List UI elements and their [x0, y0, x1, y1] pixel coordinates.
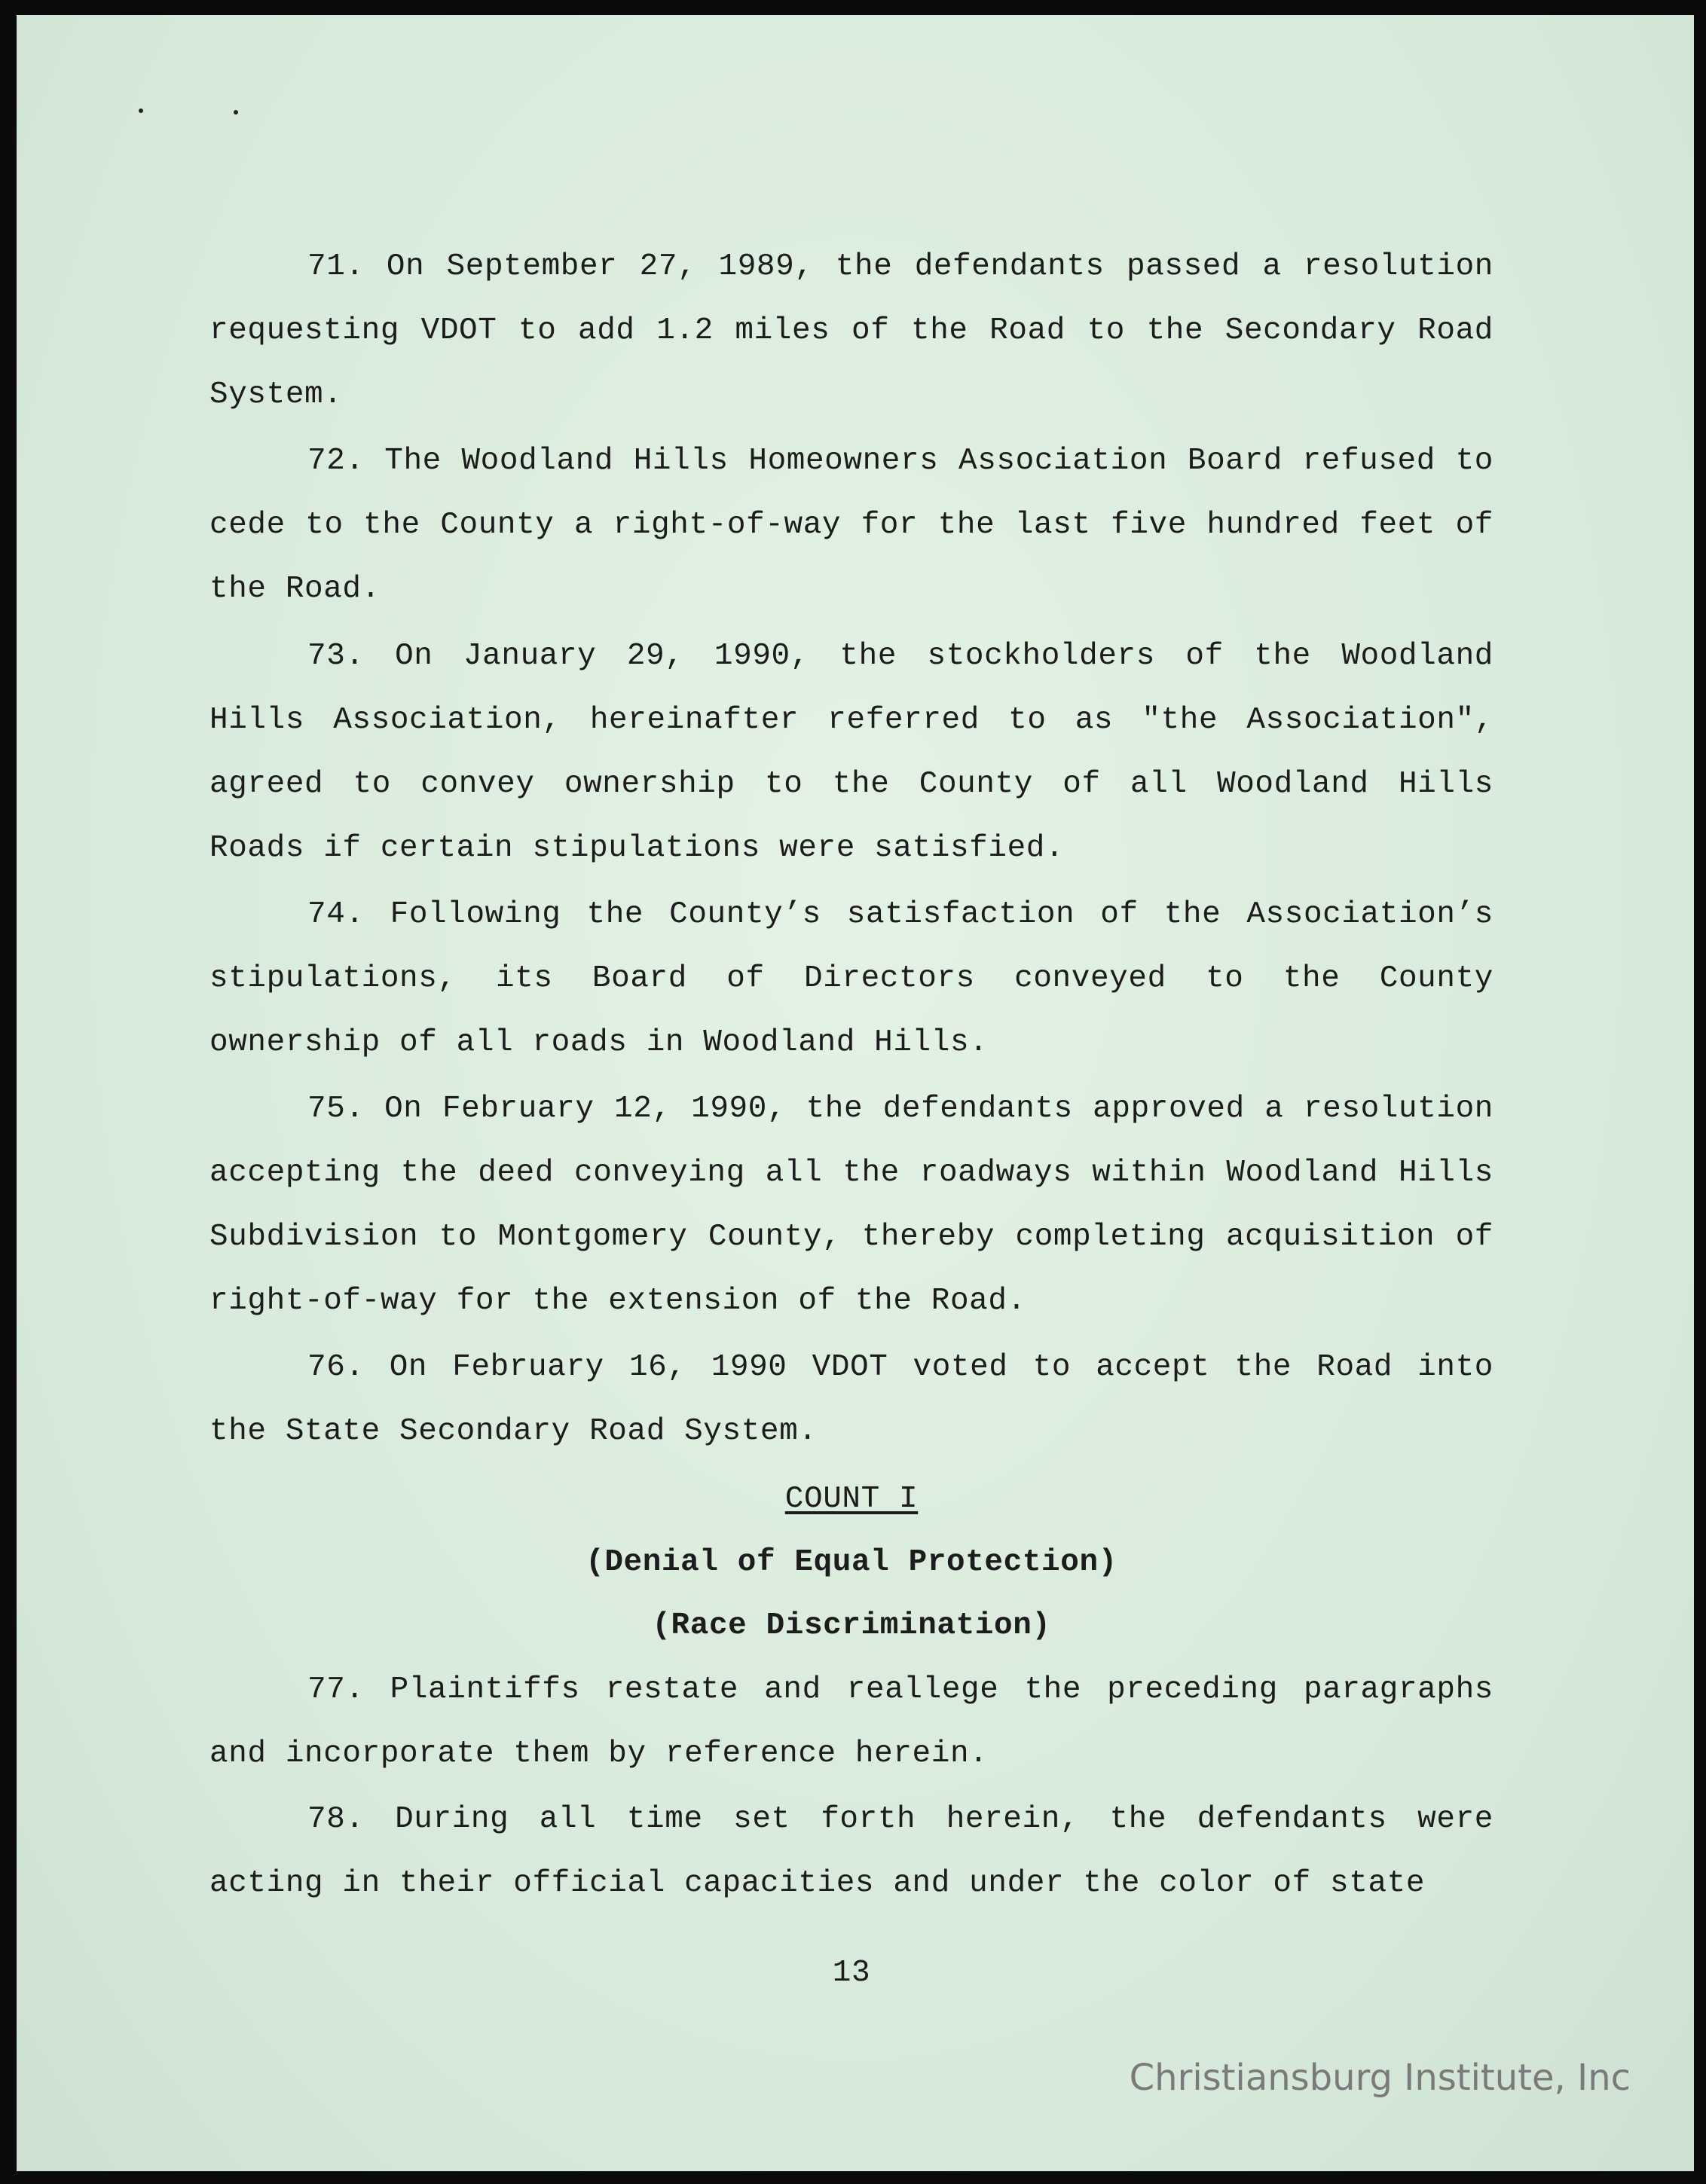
count-title: COUNT I [784, 1482, 919, 1517]
count-subtitle-race-discrimination: (Race Discrimination) [652, 1608, 1051, 1643]
page-number: 13 [832, 1956, 871, 1990]
document-page [17, 15, 1694, 2171]
paragraph-71: 71. On September 27, 1989, the defendants passed a resolution requesting VDOT to add 1.2 miles of the Road to the Secondary Road System. [209, 249, 1494, 412]
paragraph-72: 72. The Woodland Hills Homeowners Association Board refused to cede to the County a right-of-way for the last five hundred feet of the Road. [209, 444, 1494, 606]
paragraph-76: 76. On February 16, 1990 VDOT voted to accept the Road into the State Secondary Road System. [209, 1350, 1494, 1449]
paragraph-78: 78. During all time set forth herein, the defendants were acting in their official capacities and under the color of state [209, 1802, 1494, 1901]
paragraph-73: 73. On January 29, 1990, the stockholders of the Woodland Hills Association, hereinafter referred to as "the Association", agreed to convey ownership to the County of all Woodland Hills Roads if certain stipulations were satisfied. [209, 639, 1494, 866]
speck-mark [139, 108, 143, 113]
speck-mark [234, 110, 238, 115]
document-body [17, 15, 1694, 2171]
watermark-text: Christiansburg Institute, Inc [1129, 2057, 1631, 2099]
count-subtitle-equal-protection: (Denial of Equal Protection) [585, 1545, 1117, 1580]
paragraph-77: 77. Plaintiffs restate and reallege the preceding paragraphs and incorporate them by reference herein. [209, 1672, 1494, 1771]
paragraph-75: 75. On February 12, 1990, the defendants approved a resolution accepting the deed conveying all the roadways within Woodland Hills Subdivision to Montgomery County, thereby completing acquisition of right-of-way for the extension of the Road. [209, 1092, 1494, 1318]
paragraph-74: 74. Following the County’s satisfaction of the Association’s stipulations, its Board of Directors conveyed to the County ownership of all roads in Woodland Hills. [209, 897, 1494, 1060]
